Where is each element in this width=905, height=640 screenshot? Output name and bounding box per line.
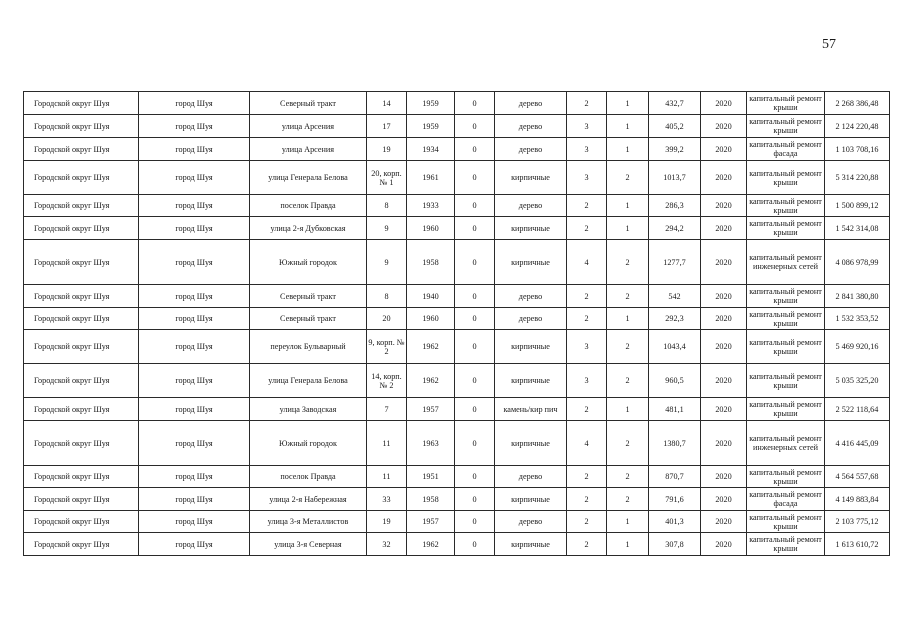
city-cell: город Шуя [139, 488, 250, 511]
municipality-cell: Городской округ Шуя [24, 330, 139, 364]
area-cell: 960,5 [649, 364, 701, 398]
plan-year-cell: 2020 [701, 92, 747, 115]
plan-year-cell: 2020 [701, 466, 747, 488]
plan-year-cell: 2020 [701, 488, 747, 511]
city-cell: город Шуя [139, 217, 250, 240]
year-built-cell: 1962 [407, 364, 455, 398]
wall-material-cell: кирпичные [495, 421, 567, 466]
municipality-cell: Городской округ Шуя [24, 511, 139, 533]
city-cell: город Шуя [139, 161, 250, 195]
table-row [24, 115, 890, 138]
table-row [24, 421, 890, 466]
year-built-cell: 1962 [407, 533, 455, 556]
repair-type-cell: капитальный ремонт крыши [747, 533, 825, 556]
street-cell: Южный городок [250, 421, 367, 466]
year-reconstructed-cell: 0 [455, 398, 495, 421]
wall-material-cell: дерево [495, 466, 567, 488]
house-number-cell: 14, корп. № 2 [367, 364, 407, 398]
entrances-cell: 1 [607, 533, 649, 556]
entrances-cell: 2 [607, 240, 649, 285]
floors-cell: 2 [567, 92, 607, 115]
house-number-cell: 20 [367, 308, 407, 330]
house-number-cell: 11 [367, 466, 407, 488]
floors-cell: 3 [567, 115, 607, 138]
table-row [24, 398, 890, 421]
street-cell: улица Арсения [250, 115, 367, 138]
year-reconstructed-cell: 0 [455, 308, 495, 330]
repair-type-cell: капитальный ремонт инженерных сетей [747, 240, 825, 285]
house-number-cell: 19 [367, 138, 407, 161]
repair-type-cell: капитальный ремонт крыши [747, 466, 825, 488]
year-reconstructed-cell: 0 [455, 421, 495, 466]
year-reconstructed-cell: 0 [455, 138, 495, 161]
table-row [24, 92, 890, 115]
municipality-cell: Городской округ Шуя [24, 533, 139, 556]
entrances-cell: 1 [607, 398, 649, 421]
plan-year-cell: 2020 [701, 421, 747, 466]
cost-cell: 2 522 118,64 [825, 398, 890, 421]
cost-cell: 4 149 883,84 [825, 488, 890, 511]
cost-cell: 1 500 899,12 [825, 195, 890, 217]
entrances-cell: 1 [607, 217, 649, 240]
repair-type-cell: капитальный ремонт крыши [747, 161, 825, 195]
year-built-cell: 1963 [407, 421, 455, 466]
city-cell: город Шуя [139, 195, 250, 217]
repair-type-cell: капитальный ремонт инженерных сетей [747, 421, 825, 466]
page-number: 57 [822, 37, 836, 52]
house-number-cell: 7 [367, 398, 407, 421]
city-cell: город Шуя [139, 330, 250, 364]
repair-type-cell: капитальный ремонт крыши [747, 330, 825, 364]
repair-type-cell: капитальный ремонт крыши [747, 285, 825, 308]
area-cell: 405,2 [649, 115, 701, 138]
year-built-cell: 1962 [407, 330, 455, 364]
entrances-cell: 2 [607, 285, 649, 308]
municipality-cell: Городской округ Шуя [24, 421, 139, 466]
street-cell: поселок Правда [250, 195, 367, 217]
street-cell: поселок Правда [250, 466, 367, 488]
cost-cell: 4 086 978,99 [825, 240, 890, 285]
municipality-cell: Городской округ Шуя [24, 364, 139, 398]
entrances-cell: 2 [607, 364, 649, 398]
plan-year-cell: 2020 [701, 115, 747, 138]
plan-year-cell: 2020 [701, 533, 747, 556]
plan-year-cell: 2020 [701, 308, 747, 330]
wall-material-cell: камень/кир пич [495, 398, 567, 421]
city-cell: город Шуя [139, 115, 250, 138]
entrances-cell: 1 [607, 115, 649, 138]
plan-year-cell: 2020 [701, 285, 747, 308]
area-cell: 870,7 [649, 466, 701, 488]
table-row [24, 138, 890, 161]
street-cell: Северный тракт [250, 92, 367, 115]
area-cell: 294,2 [649, 217, 701, 240]
entrances-cell: 2 [607, 421, 649, 466]
wall-material-cell: дерево [495, 92, 567, 115]
city-cell: город Шуя [139, 421, 250, 466]
year-reconstructed-cell: 0 [455, 217, 495, 240]
area-cell: 1277,7 [649, 240, 701, 285]
plan-year-cell: 2020 [701, 161, 747, 195]
house-number-cell: 8 [367, 285, 407, 308]
plan-year-cell: 2020 [701, 398, 747, 421]
plan-year-cell: 2020 [701, 217, 747, 240]
year-reconstructed-cell: 0 [455, 511, 495, 533]
table-row [24, 466, 890, 488]
year-built-cell: 1958 [407, 240, 455, 285]
area-cell: 791,6 [649, 488, 701, 511]
street-cell: улица 3-я Металлистов [250, 511, 367, 533]
floors-cell: 3 [567, 138, 607, 161]
table-row [24, 533, 890, 556]
area-cell: 286,3 [649, 195, 701, 217]
plan-year-cell: 2020 [701, 195, 747, 217]
year-built-cell: 1951 [407, 466, 455, 488]
area-cell: 292,3 [649, 308, 701, 330]
repair-type-cell: капитальный ремонт крыши [747, 364, 825, 398]
municipality-cell: Городской округ Шуя [24, 92, 139, 115]
plan-year-cell: 2020 [701, 511, 747, 533]
floors-cell: 3 [567, 330, 607, 364]
wall-material-cell: дерево [495, 308, 567, 330]
cost-cell: 2 268 386,48 [825, 92, 890, 115]
wall-material-cell: дерево [495, 285, 567, 308]
wall-material-cell: кирпичные [495, 240, 567, 285]
plan-year-cell: 2020 [701, 364, 747, 398]
plan-year-cell: 2020 [701, 330, 747, 364]
city-cell: город Шуя [139, 285, 250, 308]
municipality-cell: Городской округ Шуя [24, 308, 139, 330]
area-cell: 432,7 [649, 92, 701, 115]
street-cell: улица Генерала Белова [250, 364, 367, 398]
table-row [24, 217, 890, 240]
plan-year-cell: 2020 [701, 138, 747, 161]
table-row [24, 511, 890, 533]
municipality-cell: Городской округ Шуя [24, 285, 139, 308]
year-reconstructed-cell: 0 [455, 466, 495, 488]
city-cell: город Шуя [139, 92, 250, 115]
entrances-cell: 1 [607, 195, 649, 217]
area-cell: 1380,7 [649, 421, 701, 466]
table-row [24, 488, 890, 511]
table-row [24, 195, 890, 217]
street-cell: улица 2-я Набережная [250, 488, 367, 511]
area-cell: 1043,4 [649, 330, 701, 364]
area-cell: 542 [649, 285, 701, 308]
wall-material-cell: кирпичные [495, 330, 567, 364]
house-number-cell: 9 [367, 240, 407, 285]
entrances-cell: 2 [607, 330, 649, 364]
wall-material-cell: дерево [495, 195, 567, 217]
area-cell: 307,8 [649, 533, 701, 556]
floors-cell: 2 [567, 308, 607, 330]
cost-cell: 1 532 353,52 [825, 308, 890, 330]
year-reconstructed-cell: 0 [455, 488, 495, 511]
year-reconstructed-cell: 0 [455, 533, 495, 556]
cost-cell: 5 035 325,20 [825, 364, 890, 398]
repair-type-cell: капитальный ремонт крыши [747, 398, 825, 421]
year-reconstructed-cell: 0 [455, 364, 495, 398]
floors-cell: 4 [567, 240, 607, 285]
entrances-cell: 1 [607, 511, 649, 533]
cost-cell: 5 469 920,16 [825, 330, 890, 364]
street-cell: Северный тракт [250, 308, 367, 330]
floors-cell: 3 [567, 161, 607, 195]
year-built-cell: 1957 [407, 511, 455, 533]
municipality-cell: Городской округ Шуя [24, 195, 139, 217]
municipality-cell: Городской округ Шуя [24, 398, 139, 421]
area-cell: 401,3 [649, 511, 701, 533]
year-built-cell: 1961 [407, 161, 455, 195]
house-number-cell: 32 [367, 533, 407, 556]
street-cell: Северный тракт [250, 285, 367, 308]
cost-cell: 2 103 775,12 [825, 511, 890, 533]
floors-cell: 2 [567, 217, 607, 240]
municipality-cell: Городской округ Шуя [24, 466, 139, 488]
wall-material-cell: дерево [495, 138, 567, 161]
house-number-cell: 19 [367, 511, 407, 533]
city-cell: город Шуя [139, 398, 250, 421]
entrances-cell: 2 [607, 466, 649, 488]
year-reconstructed-cell: 0 [455, 195, 495, 217]
area-cell: 1013,7 [649, 161, 701, 195]
cost-cell: 1 103 708,16 [825, 138, 890, 161]
street-cell: улица Арсения [250, 138, 367, 161]
municipality-cell: Городской округ Шуя [24, 138, 139, 161]
year-reconstructed-cell: 0 [455, 92, 495, 115]
table-row [24, 330, 890, 364]
city-cell: город Шуя [139, 240, 250, 285]
entrances-cell: 2 [607, 161, 649, 195]
municipality-cell: Городской округ Шуя [24, 161, 139, 195]
table-body [24, 92, 890, 556]
repair-type-cell: капитальный ремонт крыши [747, 308, 825, 330]
house-number-cell: 8 [367, 195, 407, 217]
year-built-cell: 1934 [407, 138, 455, 161]
house-number-cell: 11 [367, 421, 407, 466]
city-cell: город Шуя [139, 533, 250, 556]
entrances-cell: 1 [607, 138, 649, 161]
wall-material-cell: кирпичные [495, 488, 567, 511]
table-row [24, 285, 890, 308]
cost-cell: 5 314 220,88 [825, 161, 890, 195]
street-cell: улица Заводская [250, 398, 367, 421]
floors-cell: 2 [567, 195, 607, 217]
year-reconstructed-cell: 0 [455, 330, 495, 364]
wall-material-cell: дерево [495, 511, 567, 533]
city-cell: город Шуя [139, 511, 250, 533]
house-number-cell: 33 [367, 488, 407, 511]
wall-material-cell: кирпичные [495, 217, 567, 240]
repair-type-cell: капитальный ремонт фасада [747, 488, 825, 511]
floors-cell: 2 [567, 398, 607, 421]
municipality-cell: Городской округ Шуя [24, 488, 139, 511]
year-reconstructed-cell: 0 [455, 285, 495, 308]
city-cell: город Шуя [139, 466, 250, 488]
entrances-cell: 1 [607, 92, 649, 115]
year-reconstructed-cell: 0 [455, 115, 495, 138]
floors-cell: 2 [567, 285, 607, 308]
house-number-cell: 17 [367, 115, 407, 138]
city-cell: город Шуя [139, 308, 250, 330]
year-reconstructed-cell: 0 [455, 161, 495, 195]
year-built-cell: 1959 [407, 92, 455, 115]
city-cell: город Шуя [139, 364, 250, 398]
year-built-cell: 1933 [407, 195, 455, 217]
floors-cell: 2 [567, 533, 607, 556]
wall-material-cell: кирпичные [495, 533, 567, 556]
cost-cell: 1 613 610,72 [825, 533, 890, 556]
entrances-cell: 2 [607, 488, 649, 511]
wall-material-cell: кирпичные [495, 364, 567, 398]
repair-type-cell: капитальный ремонт крыши [747, 511, 825, 533]
floors-cell: 3 [567, 364, 607, 398]
house-number-cell: 9, корп. № 2 [367, 330, 407, 364]
wall-material-cell: дерево [495, 115, 567, 138]
municipality-cell: Городской округ Шуя [24, 240, 139, 285]
table-row [24, 364, 890, 398]
plan-year-cell: 2020 [701, 240, 747, 285]
repair-type-cell: капитальный ремонт крыши [747, 115, 825, 138]
repair-type-cell: капитальный ремонт крыши [747, 217, 825, 240]
area-cell: 399,2 [649, 138, 701, 161]
cost-cell: 2 124 220,48 [825, 115, 890, 138]
year-built-cell: 1958 [407, 488, 455, 511]
cost-cell: 4 416 445,09 [825, 421, 890, 466]
housing-repair-table [23, 91, 890, 556]
floors-cell: 2 [567, 511, 607, 533]
municipality-cell: Городской округ Шуя [24, 217, 139, 240]
year-reconstructed-cell: 0 [455, 240, 495, 285]
house-number-cell: 14 [367, 92, 407, 115]
year-built-cell: 1959 [407, 115, 455, 138]
cost-cell: 2 841 380,80 [825, 285, 890, 308]
year-built-cell: 1960 [407, 308, 455, 330]
year-built-cell: 1960 [407, 217, 455, 240]
year-built-cell: 1957 [407, 398, 455, 421]
floors-cell: 4 [567, 421, 607, 466]
entrances-cell: 1 [607, 308, 649, 330]
house-number-cell: 20, корп. № 1 [367, 161, 407, 195]
street-cell: Южный городок [250, 240, 367, 285]
table-row [24, 161, 890, 195]
floors-cell: 2 [567, 466, 607, 488]
floors-cell: 2 [567, 488, 607, 511]
street-cell: улица Генерала Белова [250, 161, 367, 195]
city-cell: город Шуя [139, 138, 250, 161]
repair-type-cell: капитальный ремонт крыши [747, 92, 825, 115]
street-cell: улица 2-я Дубковская [250, 217, 367, 240]
municipality-cell: Городской округ Шуя [24, 115, 139, 138]
year-built-cell: 1940 [407, 285, 455, 308]
cost-cell: 1 542 314,08 [825, 217, 890, 240]
area-cell: 481,1 [649, 398, 701, 421]
repair-type-cell: капитальный ремонт крыши [747, 195, 825, 217]
table-row [24, 240, 890, 285]
repair-type-cell: капитальный ремонт фасада [747, 138, 825, 161]
house-number-cell: 9 [367, 217, 407, 240]
street-cell: улица 3-я Северная [250, 533, 367, 556]
cost-cell: 4 564 557,68 [825, 466, 890, 488]
wall-material-cell: кирпичные [495, 161, 567, 195]
street-cell: переулок Бульварный [250, 330, 367, 364]
table-row [24, 308, 890, 330]
